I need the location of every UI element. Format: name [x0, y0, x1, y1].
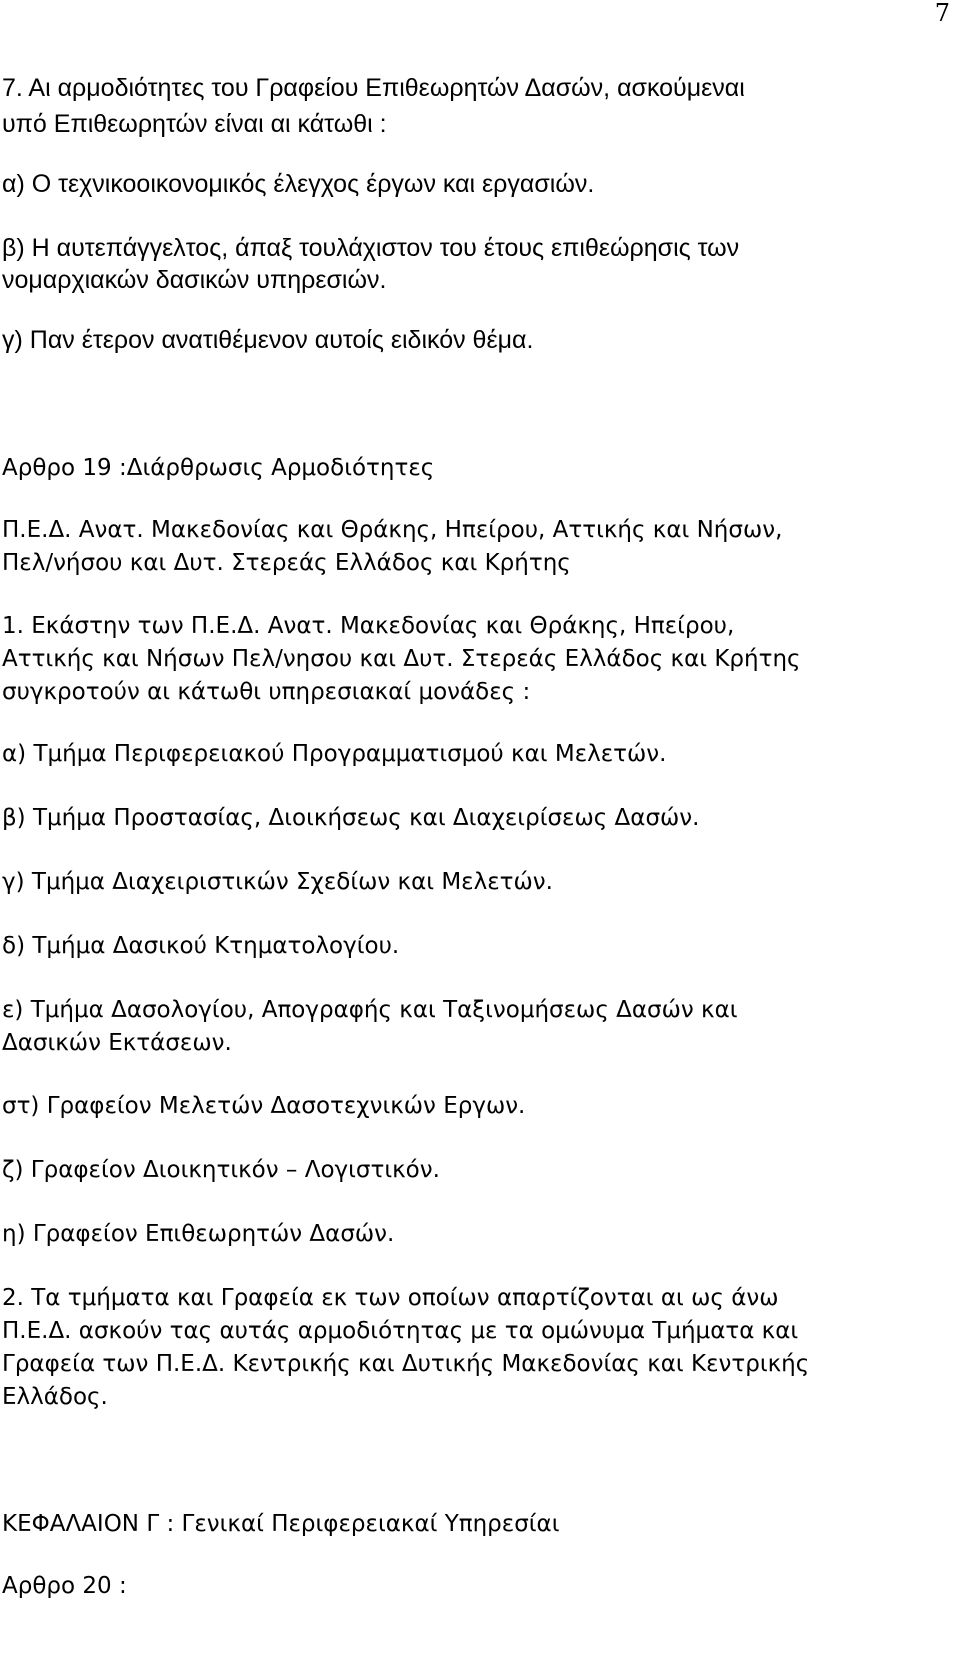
paragraph-line: 1. Εκάστην των Π.Ε.Δ. Ανατ. Μακεδονίας και Θράκης, Ηπείρου,	[2, 613, 735, 639]
list-item-line: Δασικών Εκτάσεων.	[2, 1030, 232, 1056]
paragraph-line: 2. Τα τμήματα και Γραφεία εκ των οποίων απαρτίζονται αι ως άνω	[2, 1285, 779, 1311]
list-item-line: η) Γραφείον Επιθεωρητών Δασών.	[2, 1221, 395, 1247]
list-item-line: στ) Γραφείον Μελετών Δασοτεχνικών Εργων.	[2, 1093, 526, 1119]
list-item-line: β) Η αυτεπάγγελτος, άπαξ τουλάχιστον του έτους επιθεώρησις των	[2, 234, 740, 262]
paragraph-line: συγκροτούν αι κάτωθι υπηρεσιακαί μονάδες :	[2, 679, 531, 705]
list-item-line: ε) Τμήμα Δασολογίου, Απογραφής και Ταξινομήσεως Δασών και	[2, 997, 738, 1023]
list-item-line: ζ) Γραφείον Διοικητικόν – Λογιστικόν.	[2, 1157, 440, 1183]
list-item-line: β) Τμήμα Προστασίας, Διοικήσεως και Διαχειρίσεως Δασών.	[2, 805, 700, 831]
paragraph-line: υπό Επιθεωρητών είναι αι κάτωθι :	[2, 110, 387, 138]
list-item-line: δ) Τμήμα Δασικού Κτηματολογίου.	[2, 933, 400, 959]
chapter-heading: ΚΕΦΑΛΑΙΟΝ Γ : Γενικαί Περιφερειακαί Υπηρεσίαι	[2, 1511, 560, 1537]
paragraph-line: Αττικής και Νήσων Πελ/νησου και Δυτ. Στερεάς Ελλάδος και Κρήτης	[2, 646, 801, 672]
paragraph-line: 7. Αι αρμοδιότητες του Γραφείου Επιθεωρητών Δασών, ασκούμεναι	[2, 74, 745, 102]
list-item-line: γ) Τμήμα Διαχειριστικών Σχεδίων και Μελετών.	[2, 869, 553, 895]
list-item-line: νομαρχιακών δασικών υπηρεσιών.	[2, 266, 387, 294]
paragraph-line: Ελλάδος.	[2, 1384, 108, 1410]
paragraph-line: Π.Ε.Δ. Ανατ. Μακεδονίας και Θράκης, Ηπείρου, Αττικής και Νήσων,	[2, 517, 783, 543]
article-heading: Αρθρο 19 :Διάρθρωσις Αρμοδιότητες	[2, 455, 435, 481]
article-heading: Αρθρο 20 :	[2, 1573, 127, 1599]
list-item-line: γ) Παν έτερον ανατιθέμενον αυτοίς ειδικόν θέμα.	[2, 326, 534, 354]
paragraph-line: Πελ/νήσου και Δυτ. Στερεάς Ελλάδος και Κρήτης	[2, 550, 571, 576]
page-number: 7	[934, 0, 950, 27]
paragraph-line: Π.Ε.Δ. ασκούν τας αυτάς αρμοδιότητας με τα ομώνυμα Τμήματα και	[2, 1318, 799, 1344]
list-item-line: α) Ο τεχνικοοικονομικός έλεγχος έργων και εργασιών.	[2, 170, 595, 198]
paragraph-line: Γραφεία των Π.Ε.Δ. Κεντρικής και Δυτικής Μακεδονίας και Κεντρικής	[2, 1351, 810, 1377]
list-item-line: α) Τμήμα Περιφερειακού Προγραμματισμού και Μελετών.	[2, 741, 667, 767]
